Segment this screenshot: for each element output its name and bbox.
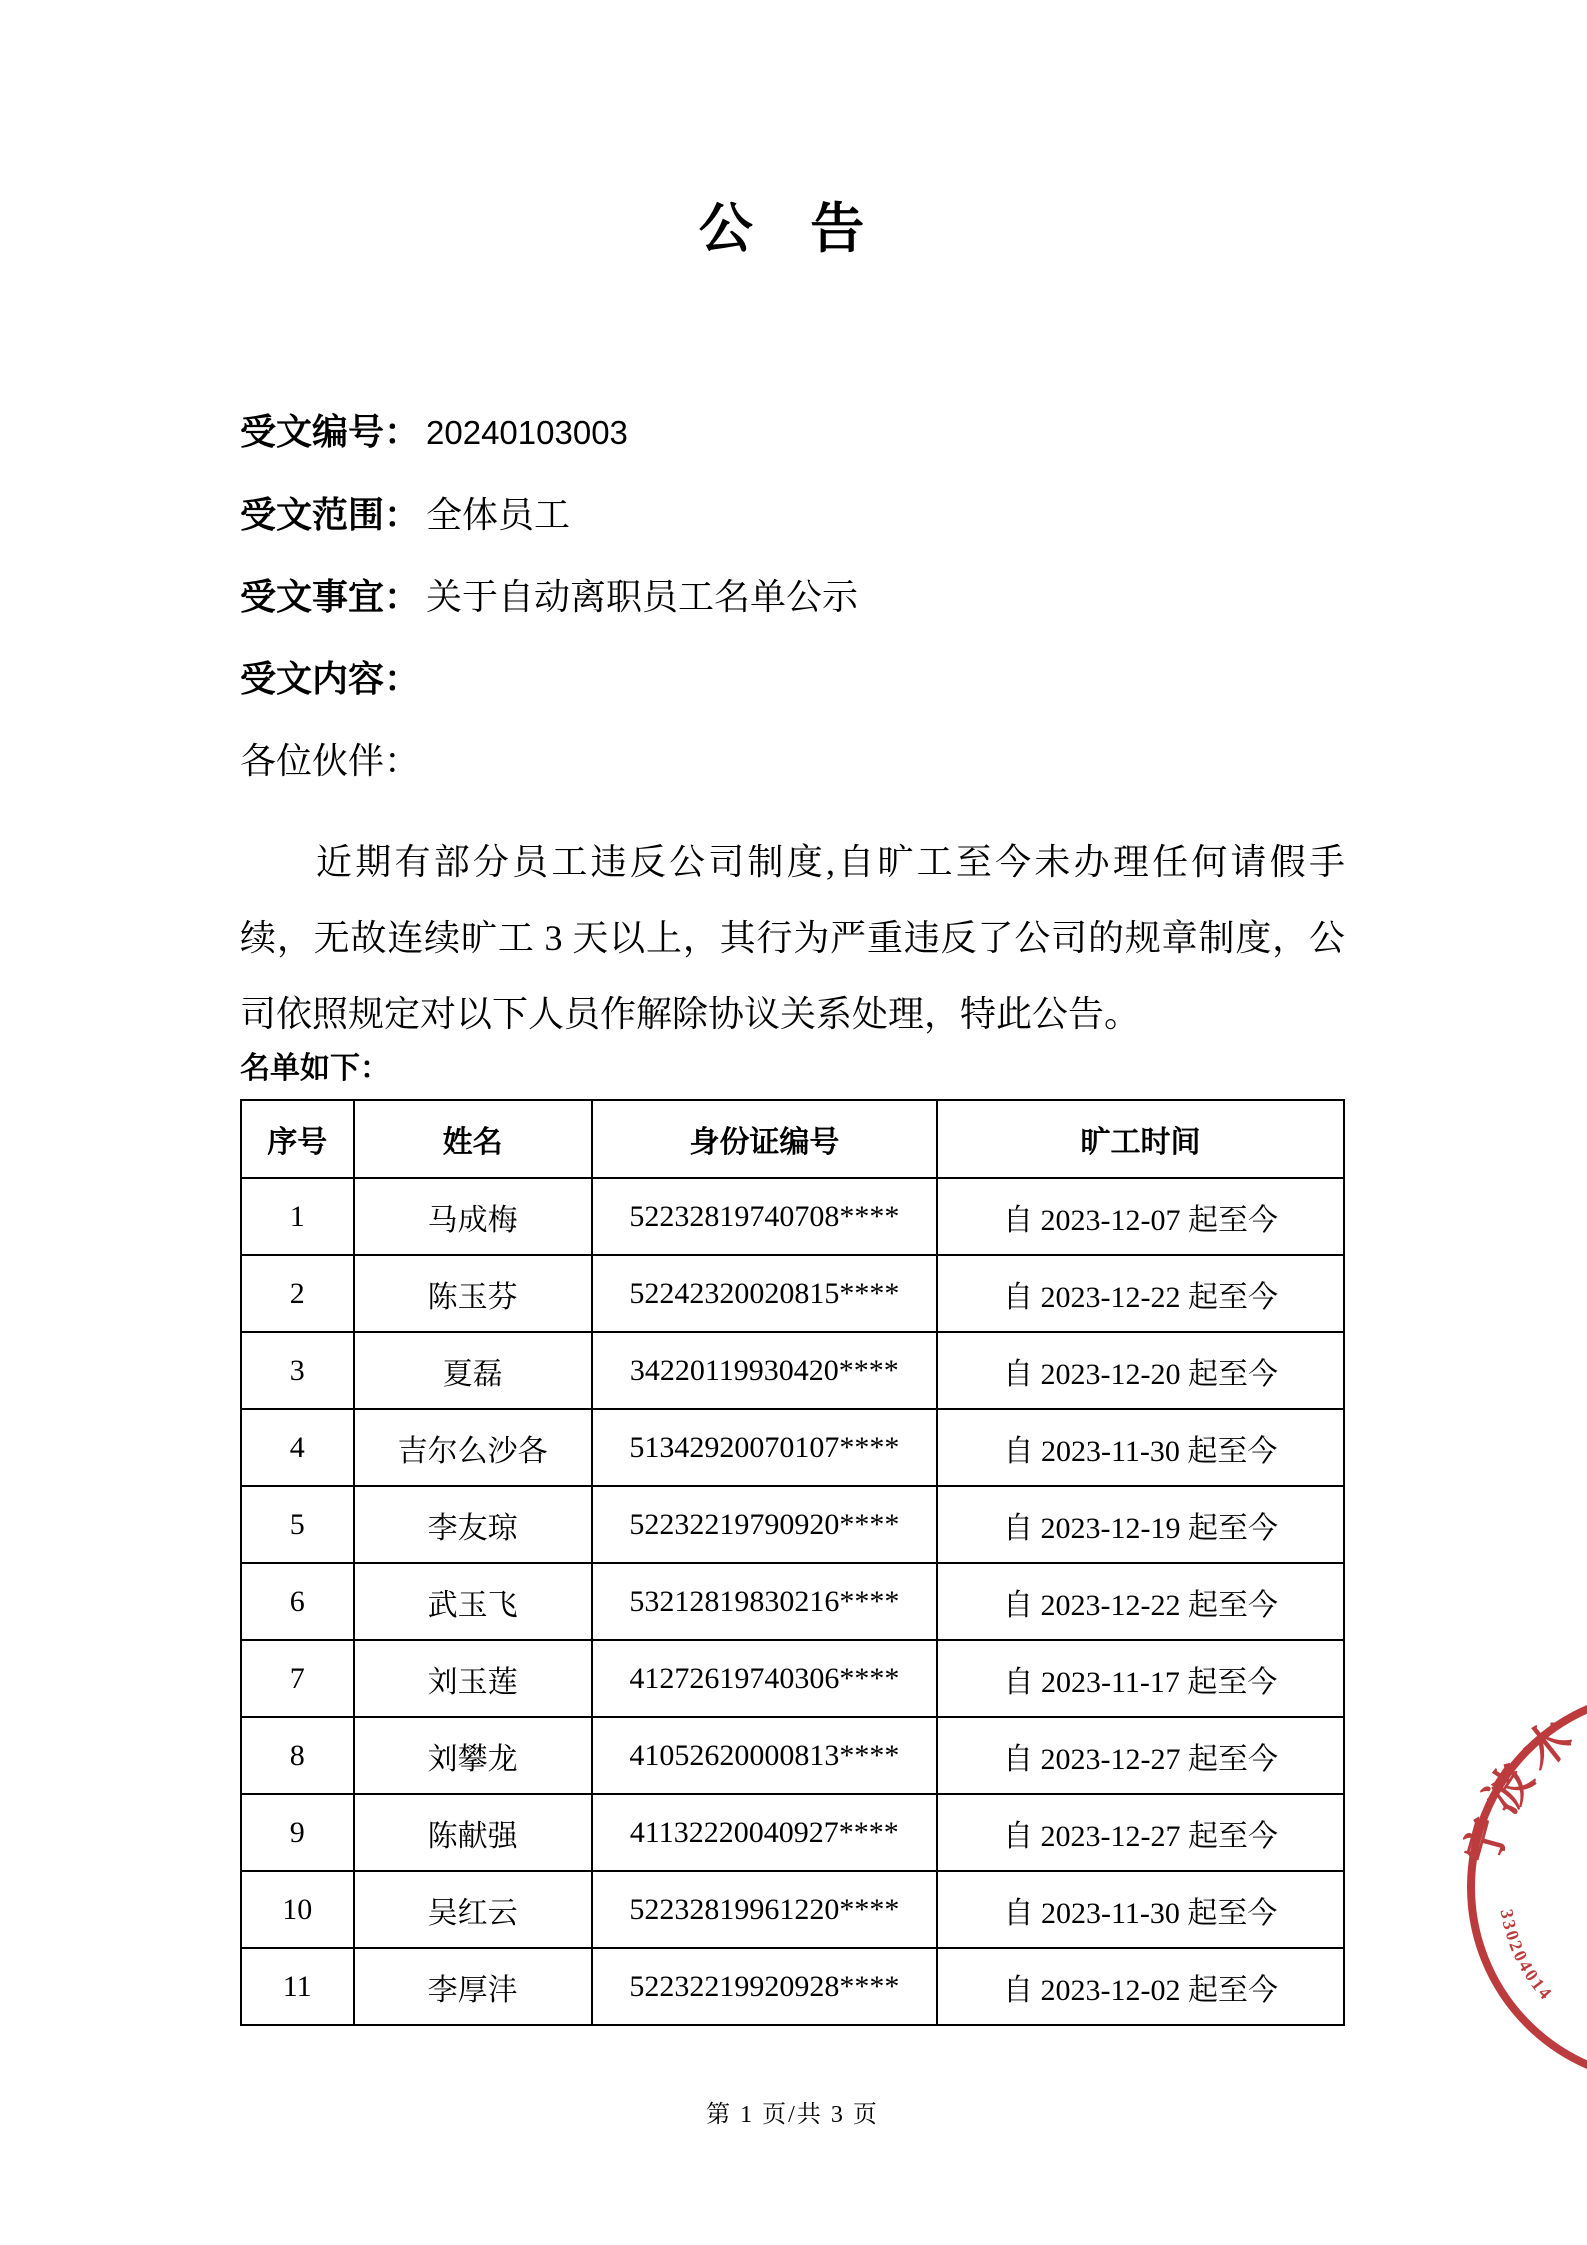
table-cell: 吴红云 [354,1871,592,1948]
table-cell: 自 2023-11-17 起至今 [937,1640,1344,1717]
stamp-company-text: 宁波木 [1455,1706,1587,1871]
table-cell: 6 [241,1563,354,1640]
table-cell: 8 [241,1717,354,1794]
body-paragraph [240,824,1345,1052]
table-row [241,1332,1344,1409]
table-cell: 2 [241,1255,354,1332]
body-line: 续，无故连续旷工 3 天以上，其行为严重违反了公司的规章制度，公 [240,918,1345,958]
table-cell: 自 2023-12-19 起至今 [937,1486,1344,1563]
salutation: 各位伙伴： [240,741,421,781]
body-line: 近期有部分员工违反公司制度,自旷工至今未办理任何请假手 [316,842,1345,882]
field-label: 受文内容： [240,659,421,699]
field-value: 全体员工 [426,495,571,535]
table-header-cell: 旷工时间 [937,1100,1344,1178]
table-row [241,1948,1344,2025]
table-row [241,1717,1344,1794]
field-subject [240,578,1345,616]
body-line: 司依照规定对以下人员作解除协议关系处理，特此公告。 [240,994,1141,1034]
table-cell: 自 2023-12-22 起至今 [937,1563,1344,1640]
table-cell: 10 [241,1871,354,1948]
field-value: 20240103003 [426,414,628,451]
table-row [241,1563,1344,1640]
page-title: 公 告 [698,199,887,259]
table-row [241,1486,1344,1563]
table-header-cell: 身份证编号 [592,1100,937,1178]
table-cell: 53212819830216**** [592,1563,937,1640]
table-cell: 自 2023-12-22 起至今 [937,1255,1344,1332]
table-cell: 1 [241,1178,354,1255]
table-cell: 51342920070107**** [592,1409,937,1486]
table-row [241,1255,1344,1332]
table-cell: 陈玉芬 [354,1255,592,1332]
page-footer: 第 1 页/共 3 页 [706,2102,879,2128]
table-cell: 52232219790920**** [592,1486,937,1563]
table-cell: 52232219920928**** [592,1948,937,2025]
table-cell: 52242320020815**** [592,1255,937,1332]
table-cell: 刘玉莲 [354,1640,592,1717]
table-header-row [241,1100,1344,1178]
table-cell: 李厚沣 [354,1948,592,2025]
table-cell: 7 [241,1640,354,1717]
table-row [241,1871,1344,1948]
table-row [241,1640,1344,1717]
field-value: 关于自动离职员工名单公示 [426,577,859,617]
table-cell: 34220119930420**** [592,1332,937,1409]
table-cell: 自 2023-12-02 起至今 [937,1948,1344,2025]
table-cell: 吉尔么沙各 [354,1409,592,1486]
table-cell: 52232819961220**** [592,1871,937,1948]
table-cell: 自 2023-11-30 起至今 [937,1409,1344,1486]
table-cell: 3 [241,1332,354,1409]
table-cell: 刘攀龙 [354,1717,592,1794]
table-cell: 自 2023-12-20 起至今 [937,1332,1344,1409]
table-cell: 41132220040927**** [592,1794,937,1871]
table-cell: 5 [241,1486,354,1563]
table-cell: 9 [241,1794,354,1871]
table-cell: 41052620000813**** [592,1717,937,1794]
list-heading: 名单如下： [240,1052,390,1085]
field-label: 受文范围： [240,495,421,535]
table-row [241,1178,1344,1255]
field-scope [240,496,1345,534]
table-header-cell: 序号 [241,1100,354,1178]
table-cell: 4 [241,1409,354,1486]
table-cell: 自 2023-12-27 起至今 [937,1717,1344,1794]
stamp-serial-text: 330204014 [1496,1907,1558,2005]
table-cell: 夏磊 [354,1332,592,1409]
field-label: 受文编号： [240,412,421,452]
table-cell: 马成梅 [354,1178,592,1255]
table-cell: 自 2023-11-30 起至今 [937,1871,1344,1948]
table-cell: 52232819740708**** [592,1178,937,1255]
field-label: 受文事宜： [240,577,421,617]
table-cell: 41272619740306**** [592,1640,937,1717]
field-doc-number [240,413,1345,452]
table-row [241,1794,1344,1871]
field-content [240,660,1345,698]
table-cell: 武玉飞 [354,1563,592,1640]
table-row [241,1409,1344,1486]
table-cell: 11 [241,1948,354,2025]
table-header-cell: 姓名 [354,1100,592,1178]
table-cell: 自 2023-12-07 起至今 [937,1178,1344,1255]
table-cell: 自 2023-12-27 起至今 [937,1794,1344,1871]
table-cell: 李友琼 [354,1486,592,1563]
roster-table [240,1099,1345,2026]
header-fields [240,413,1345,780]
table-cell: 陈献强 [354,1794,592,1871]
